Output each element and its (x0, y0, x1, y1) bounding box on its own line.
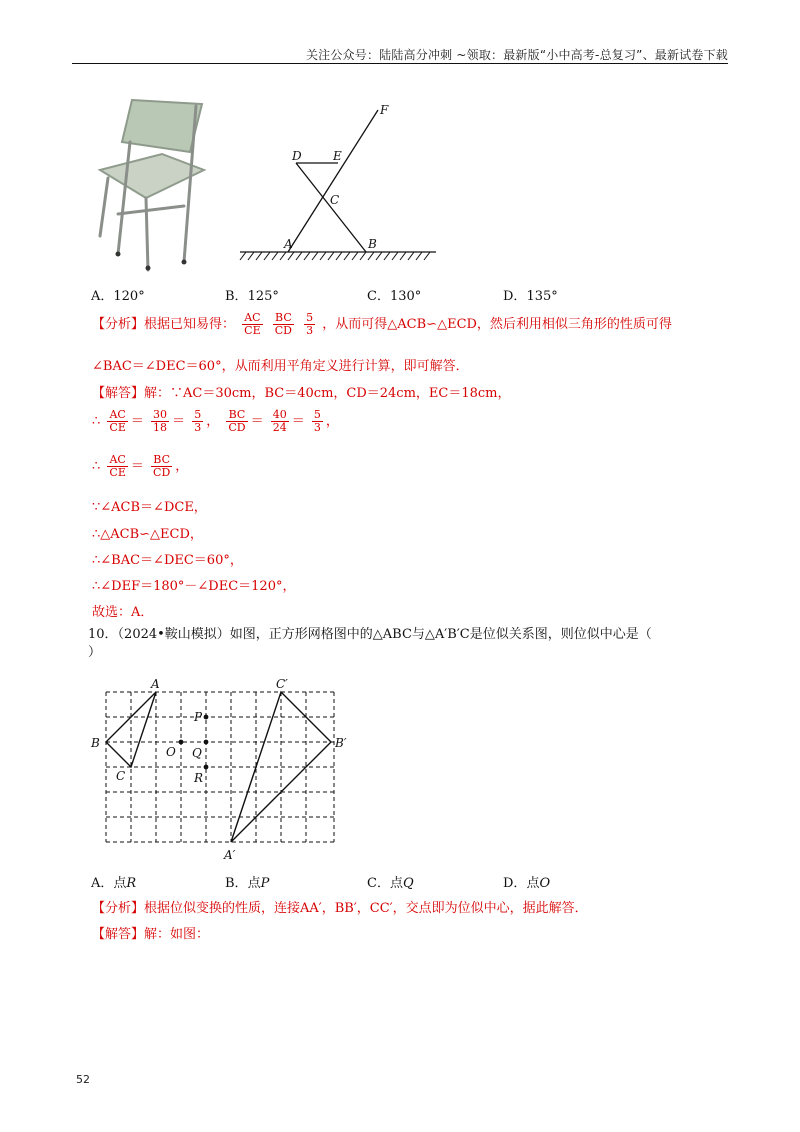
analysis-tag: 【分析】 (92, 317, 145, 332)
label-B: B (91, 736, 100, 750)
point-R (204, 765, 209, 770)
label-Ap: A′ (224, 848, 236, 862)
q9-solution-line1: 【解答】解：∵AC＝30cm，BC＝40cm，CD＝24cm，EC＝18cm， (92, 386, 511, 401)
page-header: 关注公众号：陆陆高分冲刺 ~领取：最新版“小中高考-总复习”、最新试卷下载 (305, 48, 728, 62)
analysis-after: ，从而可得△ACB∽△ECD，然后利用相似三角形的性质可得 (322, 317, 672, 332)
q9-option-c[interactable]: C．130° (367, 289, 422, 304)
q9-solution-line8: 故选：A． (92, 605, 154, 620)
label-Cp: C′ (276, 677, 288, 691)
q9-solution-line6: ∴∠BAC＝∠DEC＝60°， (92, 553, 243, 568)
q9-option-d[interactable]: D．135° (503, 289, 558, 304)
q9-options (91, 285, 691, 305)
q9-solution-line7: ∴∠DEF＝180°－∠DEC＝120°， (92, 579, 296, 594)
ground-hatching (240, 252, 430, 260)
label-B: B (368, 237, 377, 251)
label-A: A (151, 677, 160, 691)
q10-solution: 【解答】解：如图： (92, 927, 210, 942)
point-Q (204, 740, 209, 745)
q9-option-b[interactable]: B．125° (225, 289, 279, 304)
q10-stem-end: ） (88, 645, 102, 660)
fraction: $\frac{30}{18}$ (153, 408, 168, 434)
label-Bp: B′ (335, 736, 347, 750)
similarity-grid-diagram (88, 676, 347, 864)
label-R: R (194, 771, 204, 785)
q9-solution-line3: ∴ $\frac{AC}{CE}$ ＝ $\frac{BC}{CD}$ ， (92, 453, 189, 479)
fraction: $\frac{AC}{CE}$ (109, 453, 126, 479)
label-E: E (333, 149, 342, 163)
fraction: $\frac{5}{3}$ (194, 408, 202, 434)
fraction: $\frac{AC}{CE}$ (109, 408, 126, 434)
page-number: 52 (76, 1073, 90, 1086)
folding-chair-image (92, 94, 218, 270)
header-divider (72, 63, 728, 64)
label-F: F (380, 103, 389, 117)
fraction: $\frac{5}{3}$ (313, 408, 321, 434)
label-C: C (330, 193, 340, 207)
label-D: D (292, 149, 302, 163)
q10-option-b[interactable]: B．点P (225, 876, 270, 891)
label-A: A (284, 237, 293, 251)
chair-backrest (122, 100, 202, 152)
fraction: $\frac{AC}{CE}$ (244, 311, 261, 337)
analysis-intro: 根据已知易得： (144, 317, 236, 332)
chair-feet (116, 252, 187, 271)
q9-analysis (92, 312, 672, 337)
fraction: $\frac{BC}{CD}$ (153, 453, 171, 479)
segment-AF (288, 110, 378, 252)
fraction: $\frac{BC}{CD}$ (228, 408, 246, 434)
q10-option-c[interactable]: C．点Q (367, 876, 414, 891)
fraction: $\frac{5}{3}$ (306, 311, 314, 337)
q9-solution-line4: ∵∠ACB＝∠DCE， (92, 500, 207, 515)
q9-solution-line2: ∴ $\frac{AC}{CE}$ ＝ $\frac{30}{18}$ ＝ $\frac{5}{3}$ ， $\frac{BC}{CD}$ ＝ $\frac{40}{24}$ ＝ $\frac{5}{3}$ ， (92, 408, 339, 434)
q10-number: 10． (88, 627, 118, 642)
segment-DB (296, 163, 366, 252)
chair-geometry-diagram (240, 100, 436, 272)
label-O: O (166, 745, 176, 759)
q10-option-d[interactable]: D．点O (503, 876, 551, 891)
fraction: $\frac{40}{24}$ (272, 408, 287, 434)
label-C: C (116, 769, 126, 783)
q10-question (88, 626, 728, 662)
label-P: P (194, 710, 203, 724)
grid-lines (106, 692, 334, 842)
q10-option-a[interactable]: A．点R (91, 876, 137, 891)
q9-solution-line5: ∴△ACB∽△ECD， (92, 527, 203, 542)
point-P (204, 715, 209, 720)
label-Q: Q (192, 746, 202, 760)
q9-analysis-line2: ∠BAC＝∠DEC＝60°，从而利用平角定义进行计算，即可解答． (92, 359, 469, 374)
q10-stem: （2024•鞍山模拟）如图，正方形网格图中的△ABC与△A′B′C是位似关系图，则位似中心是（ (117, 627, 652, 642)
point-O (179, 740, 184, 745)
q10-options (91, 872, 691, 892)
fraction: $\frac{BC}{CD}$ (274, 311, 293, 337)
q10-analysis: 【分析】根据位似变换的性质，连接AA′，BB′，CC′，交点即为位似中心，据此解答． (92, 901, 588, 916)
q9-option-a[interactable]: A．120° (91, 289, 145, 304)
